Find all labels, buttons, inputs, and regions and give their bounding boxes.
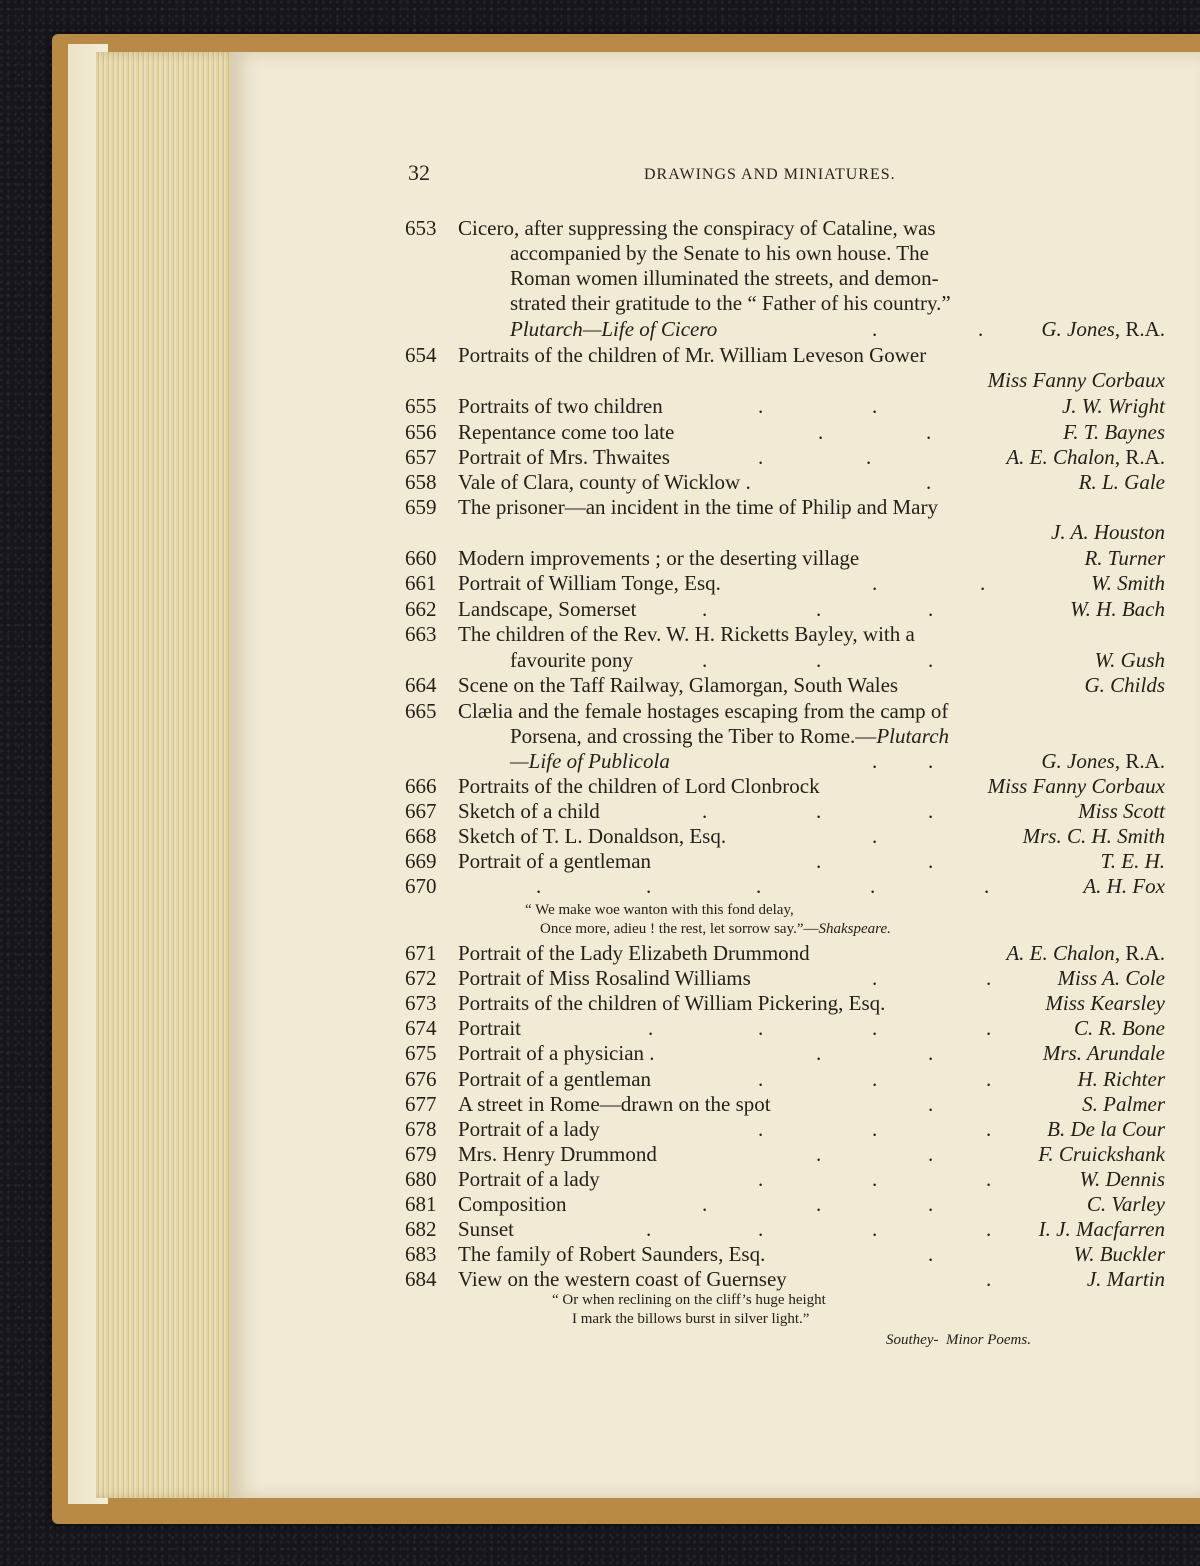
leader-dot: . [816, 1192, 822, 1216]
entry-artist: G. Jones, R.A. [1041, 749, 1165, 773]
entry-title: The children of the Rev. W. H. Ricketts Bayley, with a [458, 622, 915, 646]
leader-dot: . [928, 799, 934, 823]
entry-artist: T. E. H. [1100, 849, 1165, 873]
entry-number: 656 [405, 420, 437, 444]
entry-668 [400, 823, 1170, 849]
entry-653 [400, 215, 1170, 241]
entry-title: Composition [458, 1192, 567, 1216]
entry-number: 684 [405, 1267, 437, 1291]
entry-artist: J. W. Wright [1061, 394, 1165, 418]
leader-dot: . [872, 1167, 878, 1191]
entry-title: Sketch of T. L. Donaldson, Esq. [458, 824, 727, 848]
entry-number: 673 [405, 991, 437, 1015]
entry-662 [400, 596, 1170, 622]
entry-artist: Mrs. Arundale [1042, 1041, 1165, 1065]
leader-dot: . [872, 749, 878, 773]
entry-title: Portrait of Mrs. Thwaites [458, 445, 670, 469]
leader-dot: . [872, 317, 878, 341]
entry-title: Sketch of a child [458, 799, 600, 823]
entry-artist: H. Richter [1077, 1067, 1165, 1091]
entry-655 [400, 393, 1170, 419]
entry-title: Portraits of the children of William Pickering, Esq. [458, 991, 886, 1015]
leader-dot: . [816, 1041, 822, 1065]
entry-title: Clælia and the female hostages escaping from the camp of [458, 699, 949, 723]
entry-674 [400, 1015, 1170, 1041]
entry-title: The family of Robert Saunders, Esq. [458, 1242, 766, 1266]
entry-artist: G. Jones, R.A. [1041, 317, 1165, 341]
entry-number: 676 [405, 1067, 437, 1091]
entry-number: 657 [405, 445, 437, 469]
entry-source: —Life of Publicola [510, 749, 670, 773]
entry-title-continued: accompanied by the Senate to his own house. The [510, 241, 929, 265]
entry-666 [400, 773, 1170, 799]
leader-dot: . [986, 1267, 992, 1291]
entry-artist: Miss A. Cole [1057, 966, 1165, 990]
entry-number: 670 [405, 874, 437, 898]
entry-title: Sunset [458, 1217, 515, 1241]
leader-dot: . [758, 1117, 764, 1141]
entry-654 [400, 342, 1170, 368]
quote-684-line-1: “ Or when reclining on the cliff’s huge height [552, 1292, 826, 1308]
entry-676 [400, 1066, 1170, 1092]
leader-dot: . [928, 1192, 934, 1216]
leader-dot: . [702, 1192, 708, 1216]
leader-dot: . [980, 571, 986, 595]
page-number: 32 [408, 160, 430, 185]
entry-number: 661 [405, 571, 437, 595]
leader-dot: . [816, 849, 822, 873]
entry-title: Portrait of a lady [458, 1117, 600, 1141]
entry-681 [400, 1191, 1170, 1217]
entry-title-continued: strated their gratitude to the “ Father of his country.” [510, 291, 951, 315]
entry-678 [400, 1116, 1170, 1142]
entry-654-artist-line [400, 367, 1170, 393]
entry-663-line-2 [400, 647, 1170, 673]
leader-dot: . [756, 874, 762, 898]
entry-artist: J. A. Houston [1051, 520, 1165, 544]
entry-title: The prisoner—an incident in the time of Philip and Mary [458, 495, 938, 519]
entry-number: 666 [405, 774, 437, 798]
entry-664 [400, 672, 1170, 698]
leader-dot: . [986, 966, 992, 990]
page-header [400, 160, 940, 200]
leader-dot: . [986, 1217, 992, 1241]
leader-dot: . [986, 1016, 992, 1040]
entry-663 [400, 621, 1170, 647]
entry-title: Portrait of a gentleman [458, 1067, 652, 1091]
entry-677 [400, 1091, 1170, 1117]
leader-dot: . [872, 571, 878, 595]
entry-artist: I. J. Macfarren [1038, 1217, 1165, 1241]
entry-title: Repentance come too late [458, 420, 675, 444]
leader-dot: . [872, 824, 878, 848]
entry-artist: Miss Fanny Corbaux [987, 368, 1165, 392]
leader-dot: . [816, 1142, 822, 1166]
leader-dot: . [758, 1016, 764, 1040]
quote-670-line-1: “ We make woe wanton with this fond delay, [525, 902, 794, 918]
leader-dot: . [646, 1217, 652, 1241]
entry-675 [400, 1040, 1170, 1066]
entry-artist: W. H. Bach [1070, 597, 1165, 621]
entry-number: 681 [405, 1192, 437, 1216]
leader-dot: . [986, 1167, 992, 1191]
entry-number: 682 [405, 1217, 437, 1241]
leader-dot: . [758, 1167, 764, 1191]
entry-653-line-4 [400, 290, 1170, 316]
entry-682 [400, 1216, 1170, 1242]
entry-artist: F. Cruickshank [1038, 1142, 1165, 1166]
entry-artist: A. E. Chalon, R.A. [1006, 941, 1165, 965]
leader-dot: . [928, 1092, 934, 1116]
entry-artist: W. Dennis [1079, 1167, 1165, 1191]
entry-title: Mrs. Henry Drummond [458, 1142, 657, 1166]
entry-679 [400, 1141, 1170, 1167]
entry-673 [400, 990, 1170, 1016]
entry-661 [400, 570, 1170, 596]
entry-684 [400, 1266, 1170, 1292]
entry-artist: A. E. Chalon, R.A. [1006, 445, 1165, 469]
entry-number: 658 [405, 470, 437, 494]
entry-title: Modern improvements ; or the deserting village [458, 546, 860, 570]
leader-dot: . [926, 470, 932, 494]
entry-artist: A. H. Fox [1083, 874, 1165, 898]
leader-dot: . [872, 1217, 878, 1241]
entry-665-line-2 [400, 723, 1170, 749]
leader-dot: . [646, 874, 652, 898]
entry-title: Cicero, after suppressing the conspiracy of Cataline, was [458, 216, 936, 240]
entry-number: 654 [405, 343, 437, 367]
leader-dot: . [870, 874, 876, 898]
entry-number: 678 [405, 1117, 437, 1141]
entry-659-artist-line [400, 519, 1170, 545]
leader-dot: . [818, 420, 824, 444]
entry-number: 667 [405, 799, 437, 823]
leader-dot: . [816, 597, 822, 621]
leader-dot: . [702, 597, 708, 621]
leader-dot: . [816, 648, 822, 672]
leader-dot: . [872, 1016, 878, 1040]
entry-667 [400, 798, 1170, 824]
entry-number: 668 [405, 824, 437, 848]
entry-653-line-3 [400, 265, 1170, 291]
leader-dot: . [984, 874, 990, 898]
entry-number: 675 [405, 1041, 437, 1065]
leader-dot: . [758, 1067, 764, 1091]
entry-artist: Miss Fanny Corbaux [987, 774, 1165, 798]
leader-dot: . [816, 799, 822, 823]
entry-number: 680 [405, 1167, 437, 1191]
entry-artist: W. Buckler [1073, 1242, 1165, 1266]
entry-number: 663 [405, 622, 437, 646]
entry-title: Portrait of Miss Rosalind Williams [458, 966, 751, 990]
leader-dot: . [872, 1117, 878, 1141]
leader-dot: . [872, 966, 878, 990]
entry-number: 653 [405, 216, 437, 240]
leader-dot: . [702, 648, 708, 672]
entry-671 [400, 940, 1170, 966]
entry-658 [400, 469, 1170, 495]
entry-665 [400, 698, 1170, 724]
entry-number: 674 [405, 1016, 437, 1040]
leader-dot: . [758, 1217, 764, 1241]
entry-title: Vale of Clara, county of Wicklow . [458, 470, 751, 494]
entry-title: Portrait of a physician . [458, 1041, 655, 1065]
entry-670 [400, 873, 1170, 899]
entry-title: Scene on the Taff Railway, Glamorgan, South Wales [458, 673, 899, 697]
entry-title: Portraits of two children [458, 394, 663, 418]
leader-dot: . [928, 749, 934, 773]
entry-title: Portraits of the children of Mr. William Leveson Gower [458, 343, 927, 367]
leader-dot: . [758, 445, 764, 469]
entry-665-line-3 [400, 748, 1170, 774]
leader-dot: . [928, 597, 934, 621]
leader-dot: . [928, 849, 934, 873]
entry-artist: Miss Kearsley [1045, 991, 1165, 1015]
entry-artist: J. Martin [1086, 1267, 1165, 1291]
entry-number: 672 [405, 966, 437, 990]
entry-number: 677 [405, 1092, 437, 1116]
entry-number: 665 [405, 699, 437, 723]
entry-title: A street in Rome—drawn on the spot [458, 1092, 771, 1116]
entry-artist: Miss Scott [1078, 799, 1165, 823]
entry-title: Portrait of a lady [458, 1167, 600, 1191]
leader-dot: . [928, 1242, 934, 1266]
leader-dot: . [928, 1041, 934, 1065]
entry-656 [400, 419, 1170, 445]
leader-dot: . [872, 394, 878, 418]
leader-dot: . [648, 1016, 654, 1040]
leader-dot: . [866, 445, 872, 469]
leader-dot: . [872, 1067, 878, 1091]
leader-dot: . [928, 1142, 934, 1166]
entry-number: 671 [405, 941, 437, 965]
leader-dot: . [536, 874, 542, 898]
entry-title: Portrait of William Tonge, Esq. [458, 571, 721, 595]
entry-number: 659 [405, 495, 437, 519]
entry-669 [400, 848, 1170, 874]
entry-653-source-line [400, 316, 1170, 342]
running-head: DRAWINGS AND MINIATURES. [644, 166, 896, 183]
entry-artist: R. L. Gale [1078, 470, 1165, 494]
entry-680 [400, 1166, 1170, 1192]
quote-684-line-2: I mark the billows burst in silver light.” [572, 1311, 810, 1327]
leader-dot: . [702, 799, 708, 823]
entry-title-continued: favourite pony [510, 648, 634, 672]
entry-number: 669 [405, 849, 437, 873]
leader-dot: . [986, 1067, 992, 1091]
leader-dot: . [978, 317, 984, 341]
entry-artist: W. Smith [1091, 571, 1165, 595]
entry-number: 660 [405, 546, 437, 570]
quote-670-line-2: Once more, adieu ! the rest, let sorrow say.”—Shakspeare. [540, 921, 891, 937]
leader-dot: . [928, 648, 934, 672]
entry-number: 679 [405, 1142, 437, 1166]
entry-artist: C. Varley [1086, 1192, 1165, 1216]
entry-artist: R. Turner [1084, 546, 1165, 570]
entry-title-continued: Porsena, and crossing the Tiber to Rome.—Plutarch [510, 724, 950, 748]
entry-title: Portraits of the children of Lord Clonbrock [458, 774, 820, 798]
entry-659 [400, 494, 1170, 520]
entry-artist: Mrs. C. H. Smith [1022, 824, 1165, 848]
entry-title: View on the western coast of Guernsey [458, 1267, 787, 1291]
entry-title: Portrait of a gentleman [458, 849, 652, 873]
entry-653-line-2 [400, 240, 1170, 266]
entry-657 [400, 444, 1170, 470]
entry-683 [400, 1241, 1170, 1267]
entry-672 [400, 965, 1170, 991]
entry-source: Plutarch—Life of Cicero [510, 317, 718, 341]
entry-artist: F. T. Baynes [1063, 420, 1165, 444]
entry-artist: G. Childs [1084, 673, 1165, 697]
leader-dot: . [758, 394, 764, 418]
entry-title-continued: Roman women illuminated the streets, and demon- [510, 266, 939, 290]
entry-artist: W. Gush [1094, 648, 1165, 672]
entry-title: Landscape, Somerset [458, 597, 637, 621]
quote-684-attribution: Southey- Minor Poems. [886, 1332, 1031, 1348]
entry-number: 664 [405, 673, 437, 697]
entry-title: Portrait of the Lady Elizabeth Drummond [458, 941, 810, 965]
entry-artist: S. Palmer [1082, 1092, 1165, 1116]
entry-number: 662 [405, 597, 437, 621]
entry-title: Portrait [458, 1016, 521, 1040]
leader-dot: . [986, 1117, 992, 1141]
entry-number: 655 [405, 394, 437, 418]
entry-artist: B. De la Cour [1047, 1117, 1165, 1141]
entry-artist: C. R. Bone [1074, 1016, 1165, 1040]
leader-dot: . [926, 420, 932, 444]
entry-660 [400, 545, 1170, 571]
page-edges [96, 52, 238, 1498]
entry-number: 683 [405, 1242, 437, 1266]
